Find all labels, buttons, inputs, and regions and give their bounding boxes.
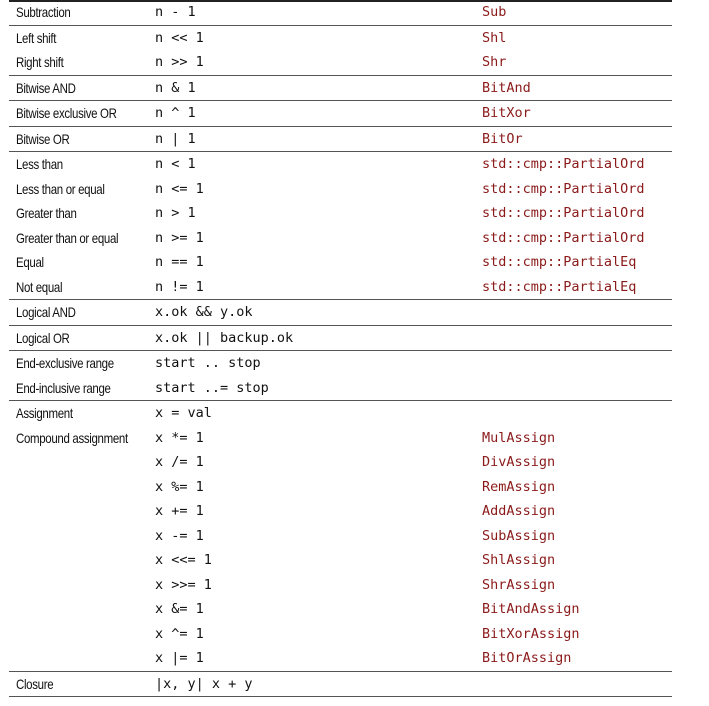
operator-name-cell	[9, 475, 155, 500]
operator-expression: x ^= 1	[155, 625, 204, 642]
table-row	[9, 250, 672, 275]
operator-name-cell	[9, 597, 155, 622]
operator-trait: Sub	[482, 0, 672, 25]
operator-trait: BitOrAssign	[482, 646, 672, 671]
operator-expression: x.ok || backup.ok	[155, 325, 482, 351]
operator-trait: std::cmp::PartialOrd	[482, 229, 645, 246]
operator-expression: x /= 1	[155, 454, 204, 471]
operator-trait: AddAssign	[482, 503, 556, 520]
operator-trait: std::cmp::PartialOrd	[482, 205, 645, 222]
operator-name-cell	[9, 300, 155, 326]
operator-name: Less than	[16, 156, 63, 173]
operator-name: Logical OR	[16, 329, 70, 346]
table-row	[9, 126, 672, 152]
operator-expression: x += 1	[155, 503, 204, 520]
table-row	[9, 25, 672, 50]
table-row	[9, 152, 672, 177]
operator-expression: n << 1	[155, 29, 204, 46]
operator-name-cell	[9, 499, 155, 524]
operator-expression: x >>= 1	[155, 576, 212, 593]
operator-name-cell	[9, 201, 155, 226]
table-row	[9, 376, 672, 401]
table-row	[9, 597, 672, 622]
operator-expression: n ^ 1	[155, 101, 482, 127]
operator-trait: DivAssign	[482, 454, 556, 471]
operator-name-cell	[9, 250, 155, 275]
operator-expression: start ..= stop	[155, 376, 482, 401]
operator-name: Right shift	[16, 54, 64, 71]
operator-name-cell	[9, 25, 155, 50]
operator-expression: n < 1	[155, 156, 196, 173]
operator-expression: x -= 1	[155, 527, 204, 544]
table-row	[9, 426, 672, 451]
operator-trait: SubAssign	[482, 527, 556, 544]
table-row	[9, 50, 672, 75]
operator-name: Equal	[16, 254, 44, 271]
operator-name: Compound assignment	[16, 429, 128, 446]
operator-expression: n & 1	[155, 75, 482, 101]
operator-trait: BitXor	[482, 101, 672, 127]
operator-expression: n - 1	[155, 0, 482, 25]
operator-expression: x *= 1	[155, 429, 204, 446]
operator-expression: n == 1	[155, 254, 204, 271]
operator-name-cell	[9, 646, 155, 671]
operator-name-cell	[9, 275, 155, 300]
operator-name: Bitwise OR	[16, 130, 70, 147]
operator-expression: start .. stop	[155, 355, 261, 372]
operator-trait	[482, 671, 672, 697]
operator-name: Greater than or equal	[16, 229, 119, 246]
operator-name-cell	[9, 548, 155, 573]
operator-trait	[482, 351, 672, 376]
operator-name: Assignment	[16, 405, 73, 422]
operator-name: Greater than	[16, 205, 77, 222]
operator-name-cell	[9, 426, 155, 451]
operator-trait: ShlAssign	[482, 552, 556, 569]
table-row	[9, 622, 672, 647]
operator-trait: std::cmp::PartialEq	[482, 275, 672, 300]
table-row	[9, 671, 672, 697]
table-row	[9, 325, 672, 351]
operator-name: Left shift	[16, 29, 57, 46]
operator-expression: x %= 1	[155, 478, 204, 495]
operator-trait: BitOr	[482, 126, 672, 152]
table-row	[9, 0, 672, 25]
operator-trait: RemAssign	[482, 478, 556, 495]
table-row	[9, 573, 672, 598]
operator-trait: BitXorAssign	[482, 625, 580, 642]
table-row	[9, 300, 672, 326]
operator-expression: n >> 1	[155, 50, 482, 75]
operator-name-cell	[9, 351, 155, 376]
operator-name-cell	[9, 126, 155, 152]
operator-expression: n > 1	[155, 205, 196, 222]
table-row	[9, 101, 672, 127]
operator-table-body	[9, 0, 672, 697]
table-row	[9, 450, 672, 475]
operator-name-cell	[9, 325, 155, 351]
operator-name-cell	[9, 401, 155, 426]
operator-name-cell	[9, 671, 155, 697]
operator-expression: |x, y| x + y	[155, 671, 482, 697]
operator-table	[9, 0, 672, 697]
operator-trait: MulAssign	[482, 429, 556, 446]
operator-expression: x = val	[155, 405, 212, 422]
table-row	[9, 201, 672, 226]
operator-name: End-exclusive range	[16, 355, 114, 372]
operator-name: End-inclusive range	[16, 379, 111, 396]
operator-name-cell	[9, 152, 155, 177]
operator-trait	[482, 300, 672, 326]
operator-name-cell	[9, 0, 155, 25]
operator-trait	[482, 376, 672, 401]
operator-name-cell	[9, 376, 155, 401]
operator-trait: std::cmp::PartialOrd	[482, 180, 645, 197]
table-row	[9, 401, 672, 426]
operator-name: Bitwise AND	[16, 79, 76, 96]
operator-name: Closure	[16, 675, 54, 692]
operator-name-cell	[9, 622, 155, 647]
operator-expression: n | 1	[155, 126, 482, 152]
table-row	[9, 548, 672, 573]
operator-name-cell	[9, 450, 155, 475]
operator-trait: Shr	[482, 50, 672, 75]
table-row	[9, 646, 672, 671]
operator-trait	[482, 325, 672, 351]
operator-name-cell	[9, 75, 155, 101]
operator-trait: BitAndAssign	[482, 601, 580, 618]
operator-name: Logical AND	[16, 304, 76, 321]
operator-name-cell	[9, 101, 155, 127]
operator-trait: Shl	[482, 29, 507, 46]
operator-name: Bitwise exclusive OR	[16, 105, 117, 122]
operator-trait: std::cmp::PartialOrd	[482, 156, 645, 173]
operator-expression: n >= 1	[155, 229, 204, 246]
table-row	[9, 75, 672, 101]
operator-name: Not equal	[16, 278, 63, 295]
operator-expression: x &= 1	[155, 601, 204, 618]
operator-trait	[482, 401, 672, 426]
table-row	[9, 499, 672, 524]
operator-expression: n <= 1	[155, 180, 204, 197]
table-row	[9, 351, 672, 376]
operator-trait: BitAnd	[482, 75, 672, 101]
table-row	[9, 475, 672, 500]
table-row	[9, 226, 672, 251]
operator-name-cell	[9, 573, 155, 598]
operator-trait: std::cmp::PartialEq	[482, 254, 637, 271]
operator-expression: x.ok && y.ok	[155, 300, 482, 326]
operator-expression: n != 1	[155, 275, 482, 300]
table-row	[9, 177, 672, 202]
operator-name-cell	[9, 177, 155, 202]
operator-trait: ShrAssign	[482, 576, 556, 593]
operator-expression: x |= 1	[155, 646, 482, 671]
table-row	[9, 275, 672, 300]
table-row	[9, 524, 672, 549]
operator-name-cell	[9, 50, 155, 75]
operator-name-cell	[9, 524, 155, 549]
operator-name: Less than or equal	[16, 180, 105, 197]
operator-name: Subtraction	[16, 4, 71, 21]
operator-name-cell	[9, 226, 155, 251]
operator-expression: x <<= 1	[155, 552, 212, 569]
